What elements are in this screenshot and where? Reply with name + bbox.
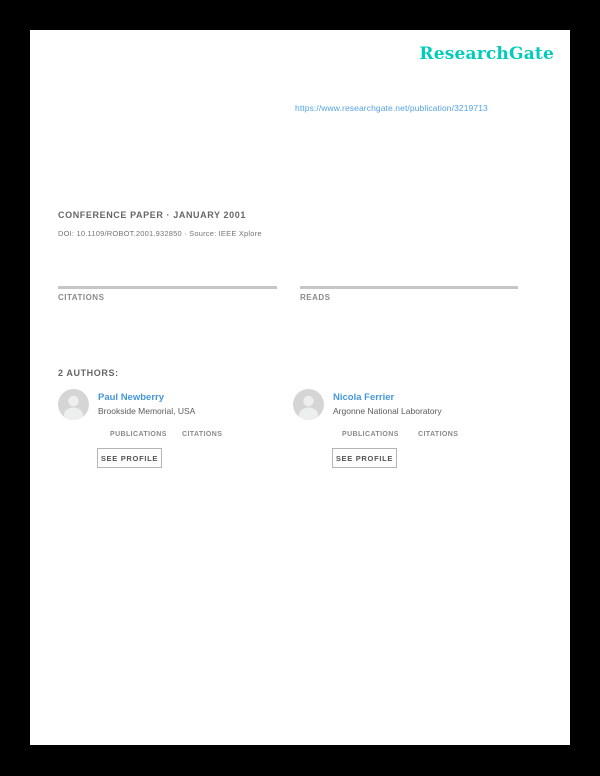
publication-link[interactable]: https://www.researchgate.net/publication/3219713	[295, 103, 488, 113]
author-name-link[interactable]: Nicola Ferrier	[333, 392, 395, 403]
author-citations-label: CITATIONS	[182, 431, 223, 438]
author-avatar[interactable]	[293, 389, 324, 420]
author-citations-label: CITATIONS	[418, 431, 459, 438]
authors-heading: 2 AUTHORS:	[58, 368, 119, 378]
author-avatar[interactable]	[58, 389, 89, 420]
see-profile-button[interactable]: SEE PROFILE	[97, 448, 162, 468]
see-profile-button[interactable]: SEE PROFILE	[332, 448, 397, 468]
person-icon	[293, 389, 324, 420]
citations-label: CITATIONS	[58, 293, 105, 302]
author-affiliation: Brookside Memorial, USA	[98, 406, 196, 416]
person-icon	[58, 389, 89, 420]
reads-label: READS	[300, 293, 331, 302]
doi-source-line: DOI: 10.1109/ROBOT.2001.932850 · Source: IEEE Xplore	[58, 229, 262, 238]
citations-separator-rule	[58, 286, 277, 289]
author-publications-label: PUBLICATIONS	[110, 431, 167, 438]
pdf-cover-page	[30, 30, 570, 745]
author-name-link[interactable]: Paul Newberry	[98, 392, 164, 403]
author-affiliation: Argonne National Laboratory	[333, 406, 442, 416]
reads-separator-rule	[300, 286, 518, 289]
researchgate-logo: ResearchGate	[419, 44, 554, 64]
publication-meta-line: CONFERENCE PAPER · JANUARY 2001	[58, 210, 246, 220]
author-publications-label: PUBLICATIONS	[342, 431, 399, 438]
